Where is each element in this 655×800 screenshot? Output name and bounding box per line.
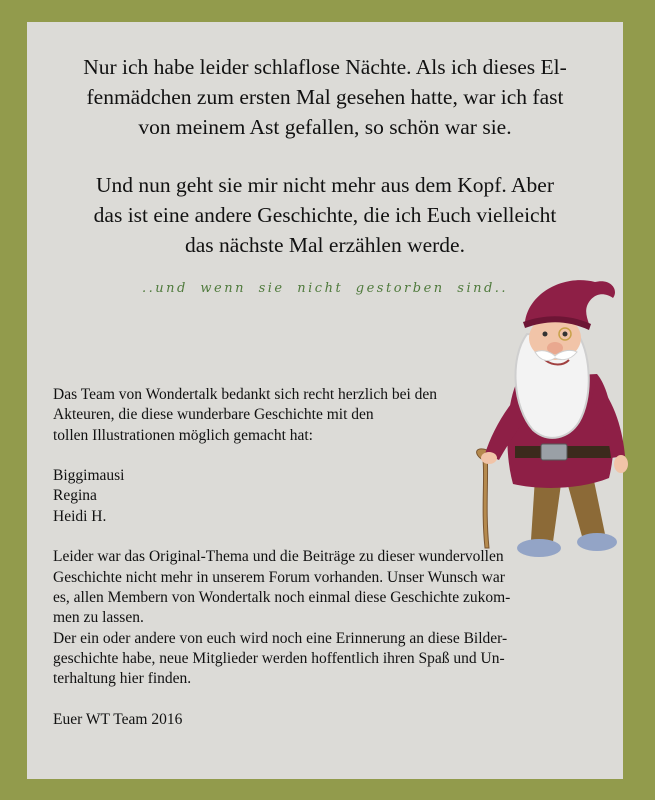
credits-line: Geschichte nicht mehr in unserem Forum vorhanden. Unser Wunsch war: [53, 568, 505, 586]
story-line: Und nun geht sie mir nicht mehr aus dem Kopf. Aber: [96, 173, 554, 197]
credits-line: Das Team von Wondertalk bedankt sich recht herzlich bei den: [53, 386, 438, 403]
credits-line: Akteuren, die diese wunderbare Geschichte mit den: [53, 406, 374, 424]
story-line: Nur ich habe leider schlaflose Nächte. Als ich dieses El-: [83, 55, 567, 79]
story-ending: ..und wenn sie nicht gestorben sind..: [141, 281, 509, 296]
credits-line: tollen Illustrationen möglich gemacht hat:: [53, 426, 313, 444]
story-line: fenmädchen zum ersten Mal gesehen hatte, war ich fast: [86, 85, 564, 109]
credits-line: Leider war das Original-Thema und die Beiträge zu dieser wundervollen: [53, 548, 504, 566]
credits-block: [53, 385, 510, 730]
story-line: das nächste Mal erzählen werde.: [185, 233, 465, 257]
story-paragraph-2: [27, 170, 623, 260]
credits-line: terhaltung hier finden.: [53, 670, 192, 688]
signature: Euer WT Team 2016: [53, 710, 183, 728]
credits-line: men zu lassen.: [53, 609, 144, 627]
credits-line: Der ein oder andere von euch wird noch eine Erinnerung an diese Bilder-: [53, 629, 508, 647]
credit-name: Regina: [53, 487, 97, 505]
credit-name: Heidi H.: [53, 507, 107, 525]
story-line: von meinem Ast gefallen, so schön war sie.: [138, 115, 512, 139]
story-line: das ist eine andere Geschichte, die ich Euch vielleicht: [93, 203, 557, 227]
credit-name: Biggimausi: [53, 467, 125, 485]
credits-line: es, allen Membern von Wondertalk noch einmal diese Geschichte zukom-: [53, 588, 511, 606]
story-paragraph-1: [27, 52, 623, 142]
credits-line: geschichte habe, neue Mitglieder werden hoffentlich ihren Spaß und Un-: [53, 649, 505, 667]
gnome-illustration: [469, 278, 641, 570]
